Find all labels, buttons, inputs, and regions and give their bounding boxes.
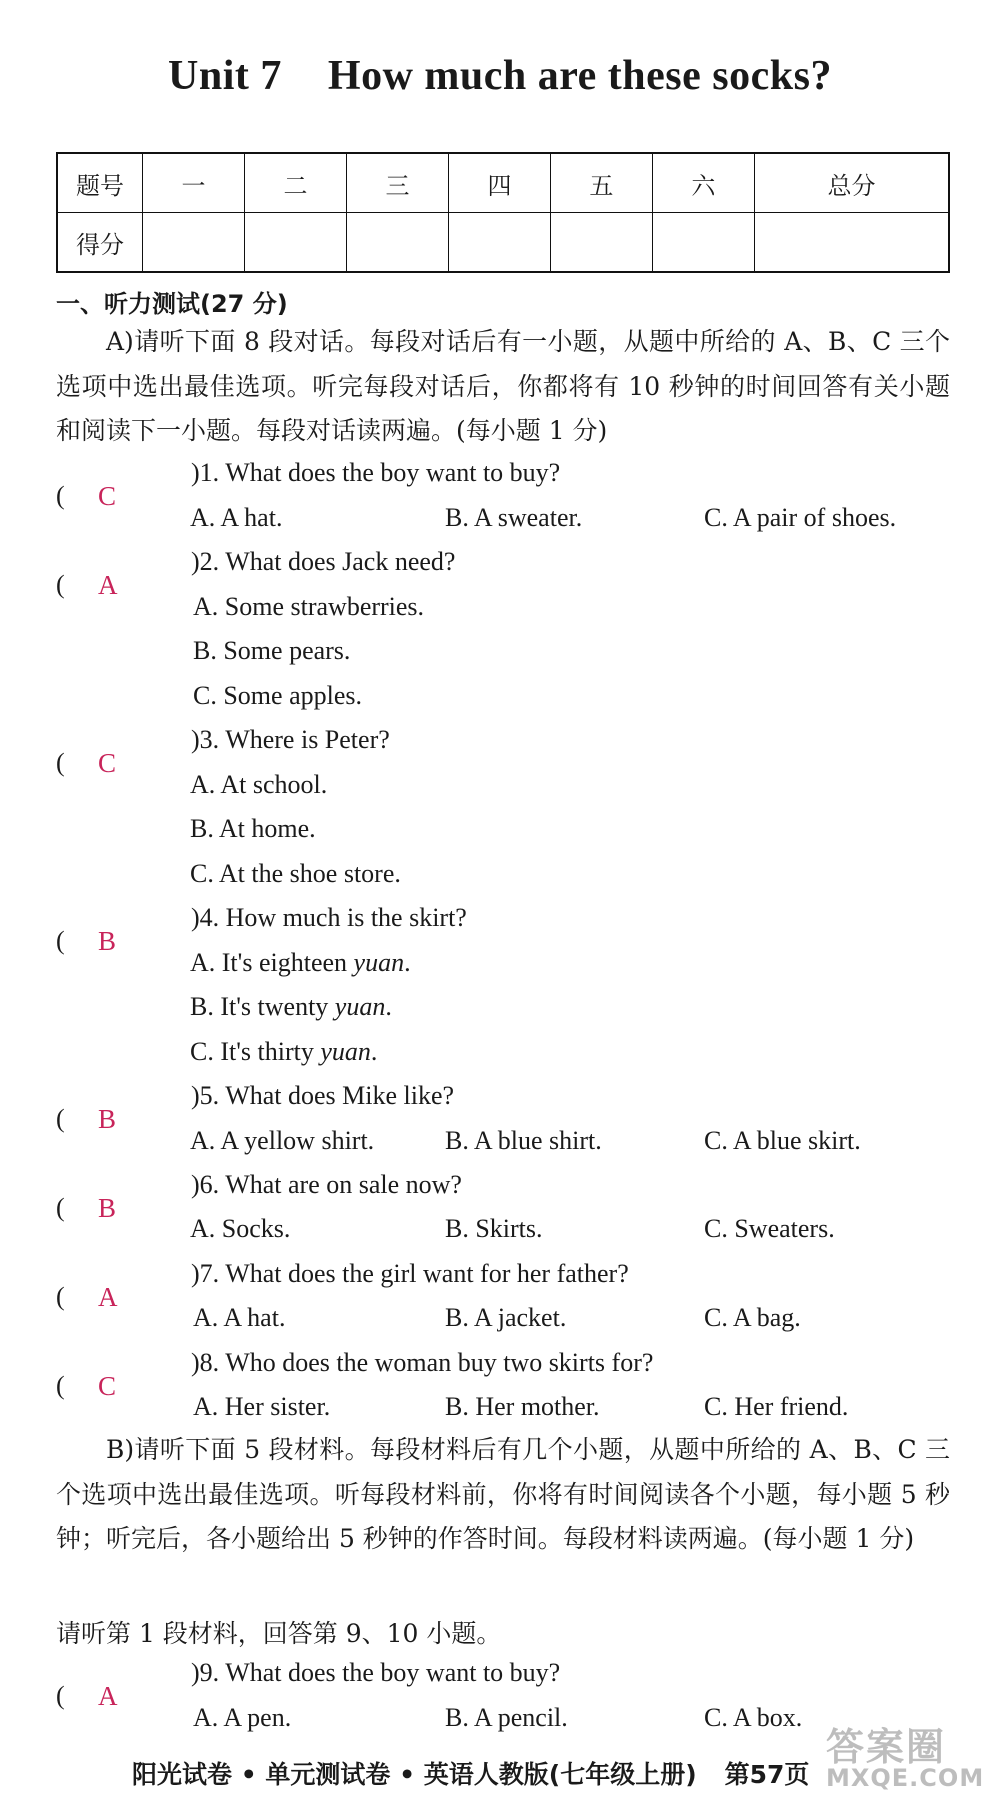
option: B. At home. xyxy=(190,814,316,843)
option: C. It's thirty yuan. xyxy=(190,1037,378,1066)
option: B. Her mother. xyxy=(445,1392,600,1421)
question-stem: )6. What are on sale now? xyxy=(191,1170,462,1199)
question-stem: )8. Who does the woman buy two skirts for? xyxy=(191,1348,654,1377)
option: A. Socks. xyxy=(190,1214,291,1243)
option: A. A hat. xyxy=(193,1303,286,1332)
answer: B xyxy=(98,1193,117,1223)
question-stem: )5. What does Mike like? xyxy=(191,1081,455,1110)
option: A. A hat. xyxy=(190,503,283,532)
score-cell: 一 xyxy=(143,153,245,213)
score-table xyxy=(56,152,950,273)
option: A. A yellow shirt. xyxy=(190,1126,375,1155)
score-cell xyxy=(550,213,652,273)
option: C. A blue skirt. xyxy=(704,1126,861,1155)
answer: A xyxy=(98,1681,118,1711)
option: B. A sweater. xyxy=(445,503,583,532)
watermark-url: MXQE.COM xyxy=(826,1764,985,1792)
option: C. At the shoe store. xyxy=(190,859,401,888)
footer-text: 阳光试卷 • 单元测试卷 • 英语人教版(七年级上册) xyxy=(132,1760,697,1789)
option: B. It's twenty yuan. xyxy=(190,992,392,1021)
score-table-header-row xyxy=(57,153,949,213)
score-table-score-row xyxy=(57,213,949,273)
question-stem: )9. What does the boy want to buy? xyxy=(191,1658,561,1687)
part-a-instructions: A)请听下面 8 段对话。每段对话后有一小题，从题中所给的 A、B、C 三个选项中选出最佳选项。听完每段对话后，你都将有 10 秒钟的时间回答有关小题和阅读下一小题。每段对话读两遍。(每小题 1 分) xyxy=(56,327,950,445)
score-cell: 题号 xyxy=(57,153,143,213)
option: A. Her sister. xyxy=(193,1392,331,1421)
page-number: 第57页 xyxy=(724,1760,810,1789)
option: A. A pen. xyxy=(193,1703,292,1732)
score-cell: 三 xyxy=(346,153,448,213)
score-cell: 六 xyxy=(652,153,754,213)
score-cell xyxy=(143,213,245,273)
question-2: ( A )2. What does Jack need? xyxy=(56,547,456,600)
answer: C xyxy=(98,1371,117,1401)
answer: C xyxy=(98,481,117,511)
question-stem: )1. What does the boy want to buy? xyxy=(191,458,561,487)
question-4: ( B )4. How much is the skirt? xyxy=(56,903,467,956)
score-cell xyxy=(652,213,754,273)
option: C. A bag. xyxy=(704,1303,801,1332)
answer: B xyxy=(98,1104,117,1134)
score-cell: 四 xyxy=(448,153,550,213)
watermark xyxy=(818,1716,994,1796)
question-stem: )3. Where is Peter? xyxy=(191,725,390,754)
page-footer xyxy=(132,1755,809,1791)
option: A. It's eighteen yuan. xyxy=(190,948,411,977)
option: C. A pair of shoes. xyxy=(704,503,897,532)
unit-topic: How much are these socks? xyxy=(327,53,832,99)
question-6: ( B )6. What are on sale now? xyxy=(56,1170,462,1223)
question-stem: )4. How much is the skirt? xyxy=(191,903,467,932)
score-cell xyxy=(346,213,448,273)
score-cell xyxy=(244,213,346,273)
question-1: ( C )1. What does the boy want to buy? xyxy=(56,458,561,511)
material-1-instruction: 请听第 1 段材料，回答第 9、10 小题。 xyxy=(56,1619,502,1648)
question-stem: )2. What does Jack need? xyxy=(191,547,456,576)
option: C. Some apples. xyxy=(193,681,362,710)
page-title xyxy=(0,52,1000,100)
option: C. Sweaters. xyxy=(704,1214,835,1243)
part-b-instructions: B)请听下面 5 段材料。每段材料后有几个小题，从题中所给的 A、B、C 三个选项中选出最佳选项。听每段材料前，你将有时间阅读各个小题，每小题 5 秒钟；听完后，各小题给出 5 秒钟的作答时间。每段材料读两遍。(每小题 1 分) xyxy=(56,1435,950,1553)
score-cell xyxy=(448,213,550,273)
option: C. A box. xyxy=(704,1703,803,1732)
option: B. A pencil. xyxy=(445,1703,568,1732)
question-9: ( A )9. What does the boy want to buy? xyxy=(56,1658,561,1711)
answer: C xyxy=(98,748,117,778)
score-cell: 总分 xyxy=(754,153,949,213)
option: A. Some strawberries. xyxy=(193,592,425,621)
score-cell: 二 xyxy=(244,153,346,213)
option: B. A jacket. xyxy=(445,1303,567,1332)
section-heading: 一、听力测试(27 分) xyxy=(56,290,288,318)
question-3: ( C )3. Where is Peter? xyxy=(56,725,390,778)
option: B. Some pears. xyxy=(193,636,351,665)
unit-label: Unit 7 xyxy=(168,53,282,99)
question-7: ( A )7. What does the girl want for her father? xyxy=(56,1259,629,1312)
answer: A xyxy=(98,1282,118,1312)
watermark-text: 答案圈 xyxy=(826,1725,947,1769)
question-5: ( B )5. What does Mike like? xyxy=(56,1081,455,1134)
question-8: ( C )8. Who does the woman buy two skirts for? xyxy=(56,1348,654,1401)
answer: A xyxy=(98,570,118,600)
score-cell: 得分 xyxy=(57,213,143,273)
question-stem: )7. What does the girl want for her father? xyxy=(191,1259,629,1288)
option: A. At school. xyxy=(190,770,328,799)
answer: B xyxy=(98,926,117,956)
score-cell: 五 xyxy=(550,153,652,213)
score-cell xyxy=(754,213,949,273)
option: B. Skirts. xyxy=(445,1214,543,1243)
option: C. Her friend. xyxy=(704,1392,849,1421)
option: B. A blue shirt. xyxy=(445,1126,602,1155)
